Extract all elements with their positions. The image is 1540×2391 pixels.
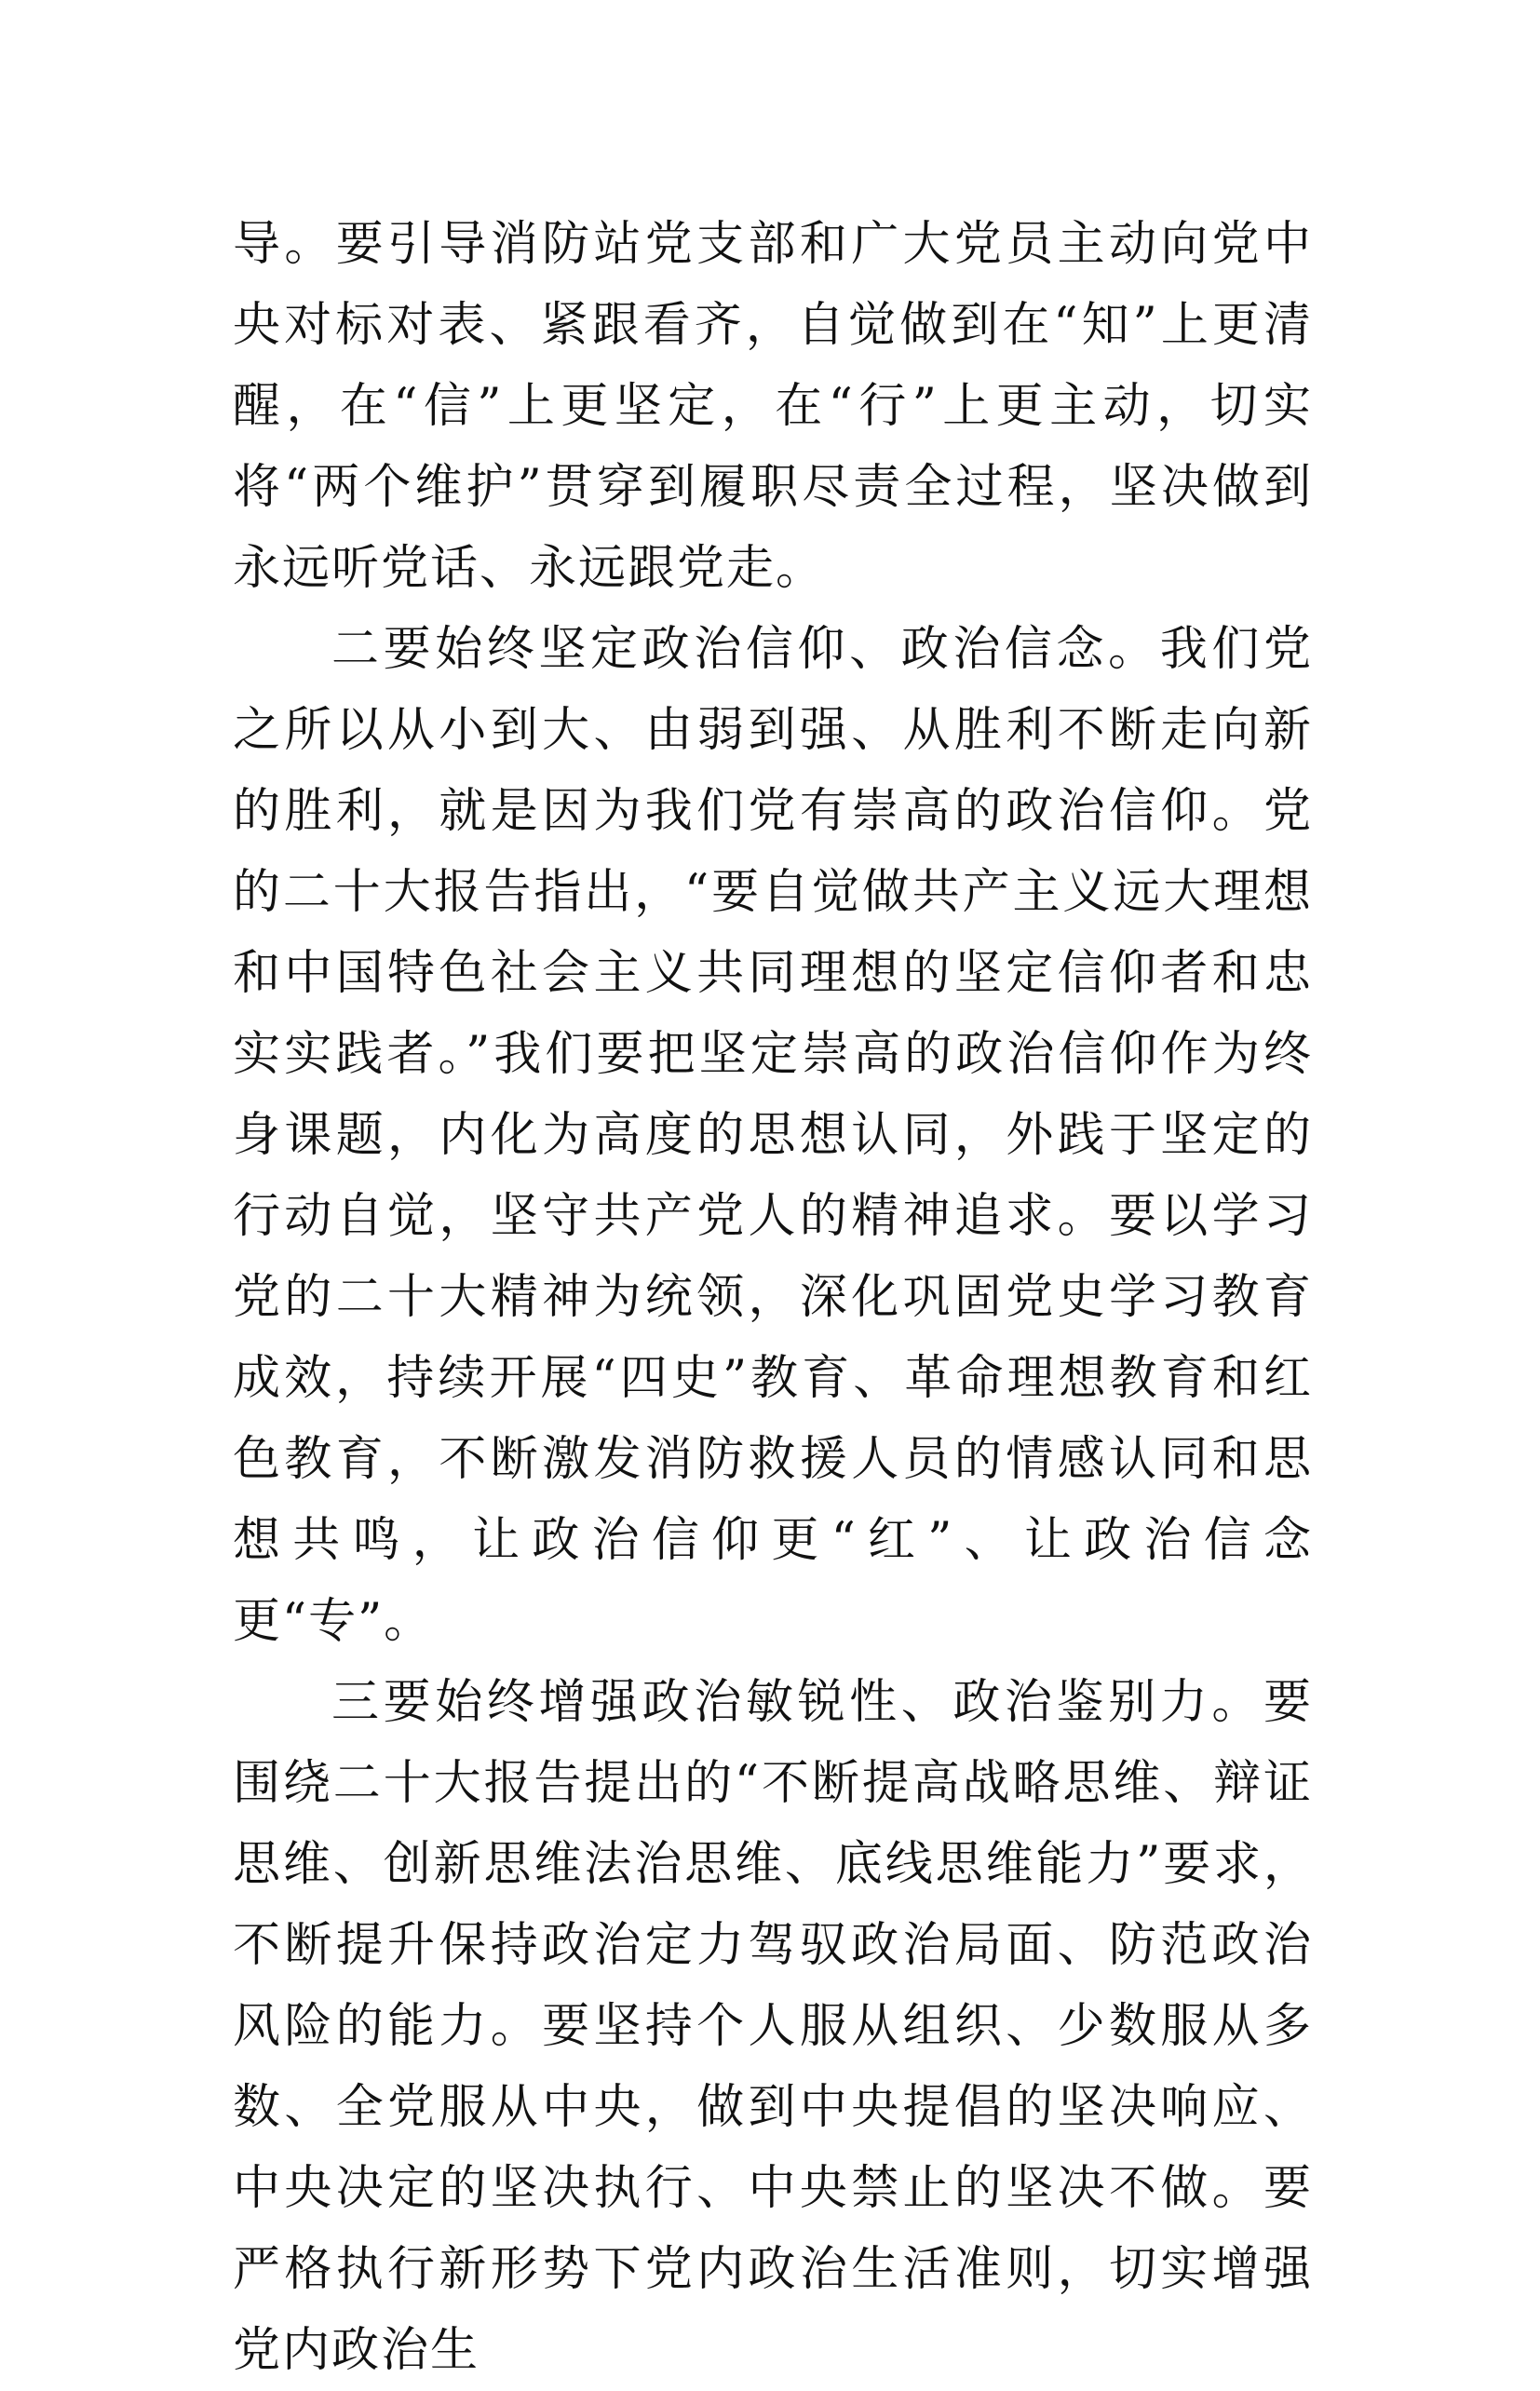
paragraph-continuation: 导。要引导消防站党支部和广大党员主动向党中央对标对表、紧跟看齐，自觉做到在“知”上更清醒，在“信”上更坚定，在“行”上更主动，切实将“两个维护”贯穿到履职尽责全过程，坚决做到永远听党话、永远跟党走。: [233, 217, 1313, 596]
document-page: [233, 204, 1313, 2391]
paragraph-political-faith: 二要始终坚定政治信仰、政治信念。我们党之所以从小到大、由弱到强、从胜利不断走向新的胜利，就是因为我们党有崇高的政治信仰。党的二十大报告指出，“要自觉做共产主义远大理想和中国特色社会主义共同理想的坚定信仰者和忠实实践者。”我们要把坚定崇高的政治信仰作为终身课题，内化为高度的思想认同，外践于坚定的行动自觉，坚守共产党人的精神追求。要以学习党的二十大精神为统领，深化巩固党史学习教育成效，持续开展“四史”教育、革命理想教育和红色教育，不断激发消防救援人员的情感认同和思想共鸣，让政治信仰更“红”、让政治信念更“专”。: [233, 622, 1313, 1649]
paragraph-political-sensitivity: 三要始终增强政治敏锐性、政治鉴别力。要围绕二十大报告提出的“不断提高战略思维、辩证思维、创新思维法治思维、底线思维能力”要求，不断提升保持政治定力驾驭政治局面、防范政治风险的能力。要坚持个人服从组织、少数服从多数、全党服从中央，做到中央提倡的坚决响应、中央决定的坚决执行、中央禁止的坚决不做。要严格执行新形势下党内政治生活准则，切实增强党内政治生: [233, 1675, 1313, 2378]
